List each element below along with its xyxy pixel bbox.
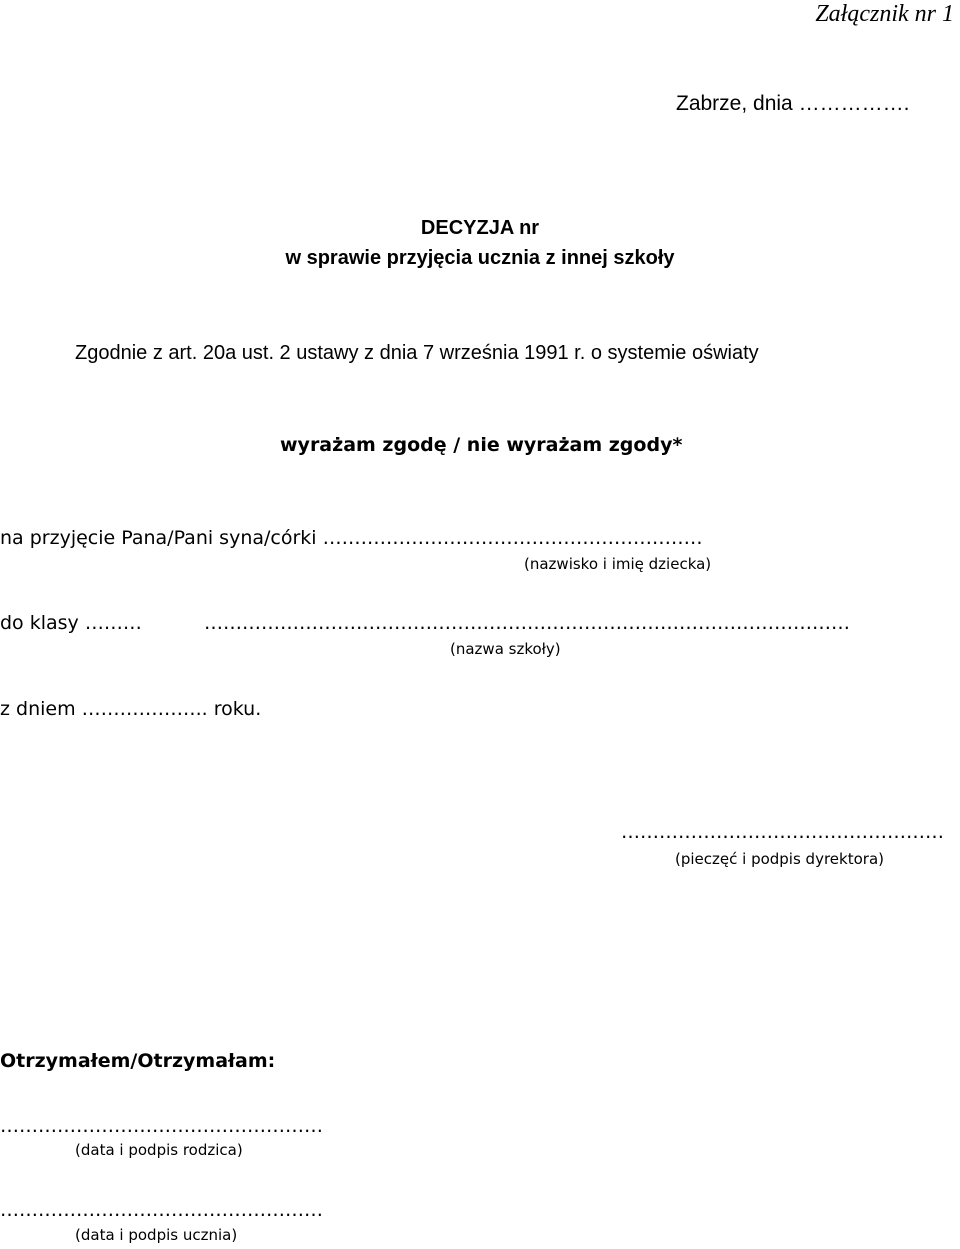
decision-title: DECYZJA nr (420, 217, 540, 239)
student-signature-dots: …………………………………………… (0, 1199, 323, 1221)
legal-basis: Zgodnie z art. 20a ust. 2 ustawy z dnia 7 września 1991 r. o systemie oświaty (75, 342, 759, 364)
parent-signature-caption: (data i podpis rodzica) (75, 1141, 243, 1159)
class-label: do klasy ……… (0, 612, 142, 634)
director-signature-caption: (pieczęć i podpis dyrektora) (675, 850, 884, 868)
student-signature-caption: (data i podpis ucznia) (75, 1226, 238, 1244)
parent-signature-dots: …………………………………………… (0, 1115, 323, 1137)
receipt-heading: Otrzymałem/Otrzymałam: (0, 1050, 276, 1072)
start-date-line: z dniem ……………….. roku. (0, 698, 262, 720)
attachment-label: Załącznik nr 1 (815, 1, 954, 27)
place-date: Zabrze, dnia ……………. (676, 92, 910, 115)
director-signature-dots: …………………………………………… (621, 821, 944, 843)
consent-statement: wyrażam zgodę / nie wyrażam zgody* (280, 434, 683, 456)
child-caption: (nazwisko i imię dziecka) (524, 555, 712, 573)
child-line: na przyjęcie Pana/Pani syna/córki …………………………………………………… (0, 527, 703, 549)
school-caption: (nazwa szkoły) (450, 640, 561, 658)
school-dots: ………………………………………………………………………………………… (204, 612, 850, 634)
decision-subtitle: w sprawie przyjęcia ucznia z innej szkoły (285, 247, 675, 269)
